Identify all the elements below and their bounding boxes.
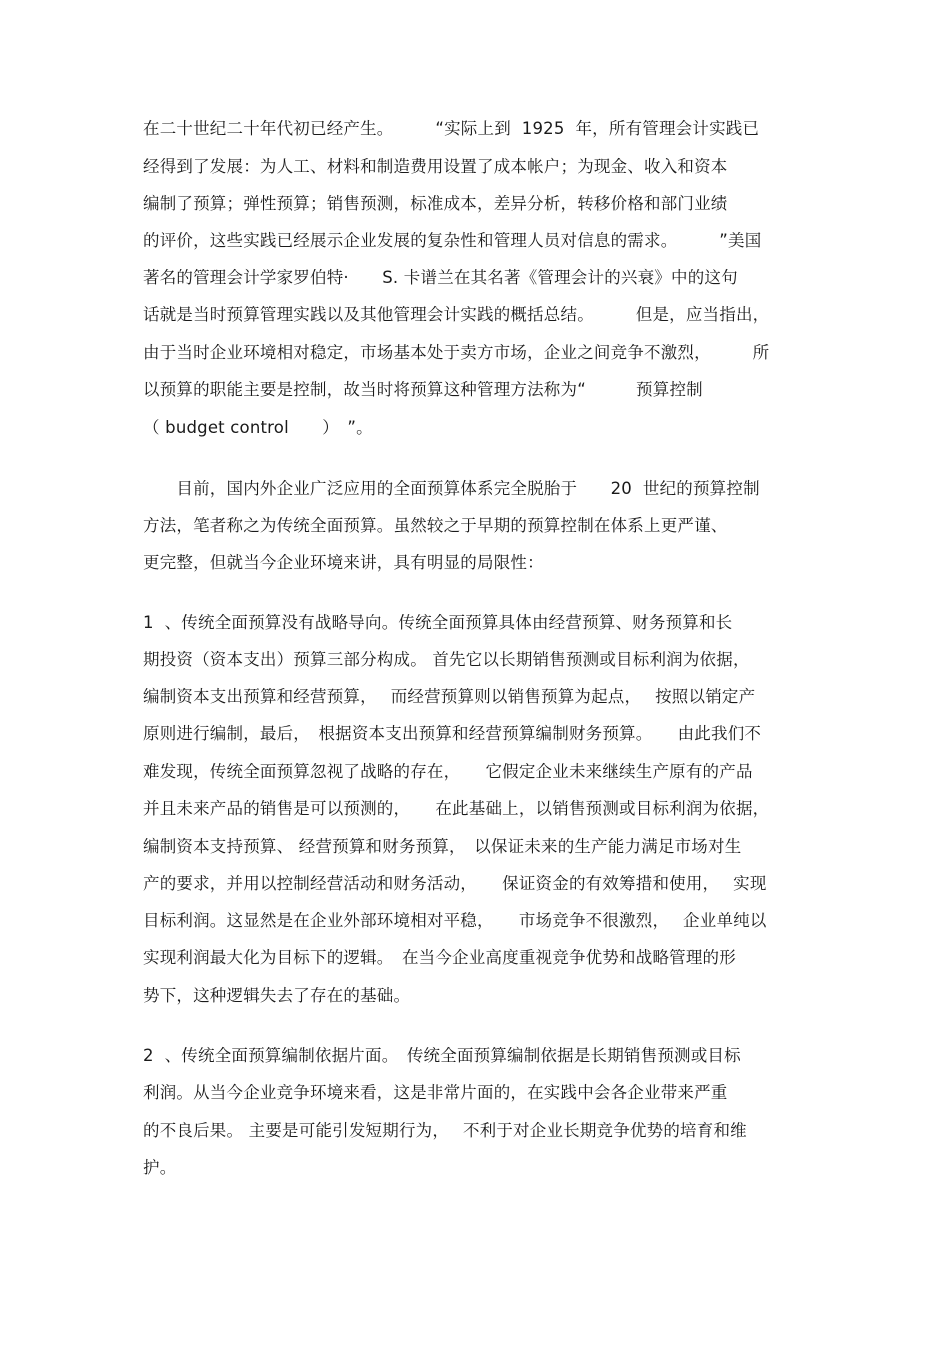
text-line: 势下，这种逻辑失去了存在的基础。 — [143, 986, 411, 1005]
text-line: 编制资本支持预算、 经营预算和财务预算， 以保证未来的生产能力满足市场对生 — [143, 837, 742, 856]
text-line: 以预算的职能主要是控制，故当时将预算这种管理方法称为“ 预算控制 — [143, 380, 703, 399]
text-line: （ budget control ） ”。 — [143, 418, 373, 437]
text-line: 护。 — [143, 1158, 177, 1177]
text-line: 并且未来产品的销售是可以预测的， 在此基础上，以销售预测或目标利润为依据， — [143, 799, 770, 818]
text-line: 方法，笔者称之为传统全面预算。虽然较之于早期的预算控制在体系上更严谨、 — [143, 516, 728, 535]
text-line: 1 、传统全面预算没有战略导向。传统全面预算具体由经营预算、财务预算和长 — [143, 613, 733, 632]
text-line: 原则进行编制，最后， 根据资本支出预算和经营预算编制财务预算。 由此我们不 — [143, 724, 762, 743]
text-line: 目标利润。这显然是在企业外部环境相对平稳， 市场竞争不很激烈， 企业单纯以 — [143, 911, 767, 930]
text-line: 利润。从当今企业竞争环境来看，这是非常片面的，在实践中会各企业带来严重 — [143, 1083, 728, 1102]
text-line: 的不良后果。 主要是可能引发短期行为， 不利于对企业长期竞争优势的培育和维 — [143, 1121, 747, 1140]
text-line: 难发现，传统全面预算忽视了战略的存在， 它假定企业未来继续生产原有的产品 — [143, 762, 753, 781]
text-line: 的评价，这些实践已经展示企业发展的复杂性和管理人员对信息的需求。 ”美国 — [143, 231, 762, 250]
text-line: 2 、传统全面预算编制依据片面。 传统全面预算编制依据是长期销售预测或目标 — [143, 1046, 741, 1065]
text-line: 目前，国内外企业广泛应用的全面预算体系完全脱胎于 20 世纪的预算控制 — [143, 479, 760, 498]
text-line: 期投资（资本支出）预算三部分构成。 首先它以长期销售预测或目标利润为依据， — [143, 650, 750, 669]
text-line: 由于当时企业环境相对稳定，市场基本处于卖方市场，企业之间竞争不激烈， 所 — [143, 343, 770, 362]
text-line: 产的要求，并用以控制经营活动和财务活动， 保证资金的有效筹措和使用， 实现 — [143, 874, 767, 893]
text-line: 编制资本支出预算和经营预算， 而经营预算则以销售预算为起点， 按照以销定产 — [143, 687, 756, 706]
text-line: 在二十世纪二十年代初已经产生。 “实际上到 1925 年，所有管理会计实践已 — [143, 119, 760, 138]
text-line: 编制了预算；弹性预算；销售预测，标准成本，差异分析，转移价格和部门业绩 — [143, 194, 728, 213]
text-line: 更完整，但就当今企业环境来讲，具有明显的局限性： — [143, 553, 544, 572]
text-line: 著名的管理会计学家罗伯特· S. 卡谱兰在其名著《管理会计的兴衰》中的这句 — [143, 268, 738, 287]
text-line: 话就是当时预算管理实践以及其他管理会计实践的概括总结。 但是，应当指出， — [143, 305, 770, 324]
text-line: 经得到了发展：为人工、材料和制造费用设置了成本帐户；为现金、收入和资本 — [143, 157, 728, 176]
text-line: 实现利润最大化为目标下的逻辑。 在当今企业高度重视竞争优势和战略管理的形 — [143, 948, 736, 967]
